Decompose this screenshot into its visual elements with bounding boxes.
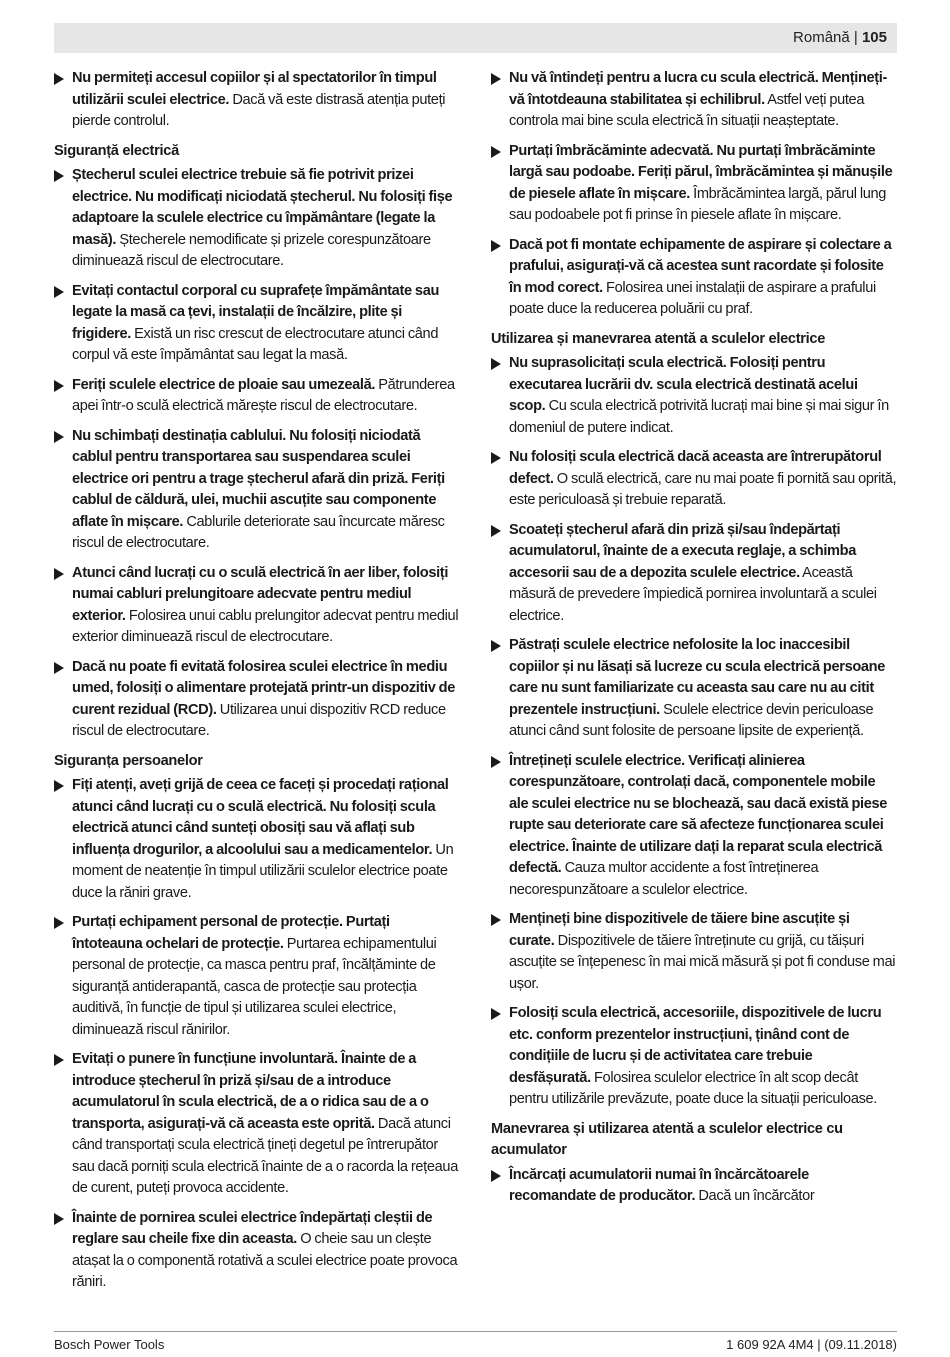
header-language: Română (793, 29, 850, 46)
item-instruction: Nu suprasolicitați scula electrică. Folosiți pentru executarea lucrării dv. scula electrică destinată acelui scop. (509, 355, 858, 414)
item-instruction: Dacă pot fi montate echipamente de aspirare și colectare a prafului, asigurați-vă că acestea sunt racordate și folosite în mod corect. (509, 236, 892, 296)
item-explanation: Îmbrăcămintea largă, părul lung sau podoabele pot fi prinse în piesele aflate în mișcare. (509, 185, 887, 223)
item-instruction: Mențineți bine dispozitivele de tăiere bine ascuțite și curate. (509, 911, 850, 949)
page-number: 105 (861, 29, 887, 46)
item-instruction: Nu permiteți accesul copiilor și al spectatorilor în timpul utilizării sculei electrice. (72, 70, 437, 108)
item-instruction: Înainte de pornirea sculei electrice îndepărtați cleștii de reglare sau cheile fixe din aceasta. (72, 1209, 433, 1247)
item-explanation: Dacă vă este distrasă atenția puteți pierde controlul. (72, 91, 446, 129)
bullet-arrow-icon (491, 1008, 501, 1020)
item-instruction: Fiți atenți, aveți grijă de ceea ce faceți și procedați rațional atunci când lucrați cu o sculă electrică. Nu folosiți scula electrică atunci când sunteți obosiți sau vă aflați sub influența drogurilor, a alcoolului sau a medicamentelor. (72, 777, 449, 858)
footer-brand: Bosch Power Tools (54, 1337, 165, 1352)
safety-item (54, 375, 462, 418)
safety-item (491, 141, 897, 227)
bullet-arrow-icon (54, 1054, 64, 1066)
item-explanation: O sculă electrică, care nu mai poate fi pornită sau oprită, este periculoasă și trebuie reparată. (509, 470, 897, 508)
item-explanation: Există un risc crescut de electrocutare atunci când corpul vă este împământat sau legat la masă. (72, 325, 439, 363)
safety-item (491, 1165, 897, 1208)
bullet-arrow-icon (491, 73, 501, 85)
bullet-arrow-icon (491, 358, 501, 370)
item-explanation: Utilizarea unui dispozitiv RCD reduce riscul de electrocutare. (72, 701, 446, 739)
item-explanation: Astfel veți putea controla mai bine scula electrică în situații neașteptate. (509, 91, 865, 129)
section-heading: Utilizarea și manevrarea atentă a sculelor electrice (491, 330, 826, 347)
item-instruction: Evitați o punere în funcțiune involuntară. Înainte de a introduce ștecherul în priză și/sau de a introduce acumulatorul în scula electrică, de a o ridica sau de a o transporta, asigurați-vă că aceasta este oprită. (72, 1051, 429, 1132)
item-instruction: Nu vă întindeți pentru a lucra cu scula electrică. Mențineți-vă întotdeauna stabilitatea și echilibrul. (509, 70, 888, 108)
bullet-arrow-icon (491, 146, 501, 158)
item-explanation: Folosirea unei instalații de aspirare a prafului poate duce la reducerea poluării cu praf. (509, 279, 876, 317)
item-instruction: Purtați echipament personal de protecție. Purtați întoteauna ochelari de protecție. (72, 914, 390, 952)
safety-item (54, 281, 462, 367)
safety-item (54, 1049, 462, 1200)
safety-item (491, 635, 897, 743)
item-explanation: Cu scula electrică potrivită lucrați mai bine și mai sigur în domeniul de putere indicat. (509, 398, 889, 436)
item-explanation: Ștecherele nemodificate și prizele corespunzătoare diminuează riscul de electrocutare. (72, 231, 431, 269)
safety-item (491, 1003, 897, 1111)
safety-item (54, 563, 462, 649)
safety-item (54, 165, 462, 273)
item-explanation: Dacă un încărcător (695, 1188, 815, 1204)
bullet-arrow-icon (54, 73, 64, 85)
item-instruction: Scoateți ștecherul afară din priză și/sau îndepărtați acumulatorul, înainte de a executa reglaje, a schimba accesorii sau de a depozita sculele electrice. (509, 521, 856, 581)
item-instruction: Nu folosiți scula electrică dacă aceasta are întrerupătorul defect. (509, 449, 882, 487)
section-heading: Siguranța persoanelor (54, 752, 203, 769)
item-instruction: Feriți sculele electrice de ploaie sau umezeală. (72, 376, 376, 393)
safety-item (54, 912, 462, 1041)
bullet-arrow-icon (491, 452, 501, 464)
safety-item (54, 775, 462, 904)
footer-divider (54, 1331, 897, 1332)
bullet-arrow-icon (491, 525, 501, 537)
bullet-arrow-icon (54, 286, 64, 298)
item-instruction: Ștecherul sculei electrice trebuie să fie potrivit prizei electrice. Nu modificați niciodată ștecherul. Nu folosiți fișe adaptoare la sculele electrice cu împământare (legate la masă). (72, 167, 453, 248)
bullet-arrow-icon (54, 431, 64, 443)
item-instruction: Întrețineți sculele electrice. Verificați alinierea corespunzătoare, controlați dacă, componentele mobile ale sculei electrice nu se blochează, sau dacă există piese rupte sau deteriorate care să afecteze funcționarea sculei electrice. Înainte de utilizare dați la reparat scula electrică defectă. (509, 752, 888, 876)
bullet-arrow-icon (54, 380, 64, 392)
safety-item (491, 520, 897, 628)
safety-item (491, 68, 897, 133)
bullet-arrow-icon (54, 780, 64, 792)
item-instruction: Dacă nu poate fi evitată folosirea sculei electrice în mediu umed, folosiți o alimentare protejată printr-un dispozitiv de curent rezidual (RCD). (72, 658, 456, 718)
safety-item (491, 751, 897, 902)
section-heading: Siguranță electrică (54, 142, 179, 159)
item-explanation: Cauza multor accidente a fost întreținerea necorespunzătoare a sculelor electrice. (509, 860, 819, 898)
safety-item (491, 909, 897, 995)
bullet-arrow-icon (54, 170, 64, 182)
section-heading: Manevrarea și utilizarea atentă a sculelor electrice cu acumulator (491, 1120, 843, 1158)
item-instruction: Păstrați sculele electrice nefolosite la loc inaccesibil copiilor și nu lăsați să lucreze cu scula electrică persoane care nu sunt familiarizate cu aceasta sau care nu au citit prezentele instrucțiuni. (509, 637, 886, 718)
header-separator: | (849, 29, 862, 46)
safety-item (54, 426, 462, 555)
item-explanation: Folosirea unui cablu prelungitor adecvat pentru mediul exterior diminuează riscul de electrocutare. (72, 607, 459, 645)
item-instruction: Nu schimbați destinația cablului. Nu folosiți niciodată cablul pentru transportarea sau suspendarea sculei electrice ori pentru a trage ștecherul afară din priză. Feriți cablul de căldură, ulei, muchii ascuțite sau componente aflate în mișcare. (72, 427, 445, 530)
item-instruction: Atunci când lucrați cu o sculă electrică în aer liber, folosiți numai cabluri prelungitoare adecvate pentru mediul exterior. (72, 564, 449, 624)
bullet-arrow-icon (491, 640, 501, 652)
item-explanation: Dispozitivele de tăiere întreținute cu grijă, cu tăișuri ascuțite se înțepenesc în mai mică măsură și pot fi conduse mai ușor. (509, 932, 896, 992)
safety-item (54, 68, 462, 133)
item-explanation: Un moment de neatenție în timpul utilizării sculelor electrice poate duce la răniri grave. (72, 841, 454, 901)
item-explanation: Dacă atunci când transportați scula electrică țineți degetul pe întrerupător sau dacă porniți scula electrică înainte de a o racorda la rețeaua de curent, puteți provoca accidente. (72, 1115, 458, 1196)
bullet-arrow-icon (54, 662, 64, 674)
item-instruction: Purtați îmbrăcăminte adecvată. Nu purtați îmbrăcăminte largă sau podoabe. Feriți părul, îmbrăcămintea și mănușile de piesele aflate în mișcare. (509, 142, 893, 202)
bullet-arrow-icon (491, 1170, 501, 1182)
safety-item (491, 447, 897, 512)
header-text (793, 29, 887, 46)
bullet-arrow-icon (491, 914, 501, 926)
item-explanation: Purtarea echipamentului personal de protecție, ca masca pentru praf, încălțăminte de siguranță antiderapantă, casca de protecție sau protecția auditivă, în funcție de tipul și utilizarea sculei electrice, diminuează riscul rănirilor. (72, 935, 437, 1038)
bullet-arrow-icon (54, 917, 64, 929)
item-explanation: Sculele electrice devin periculoase atunci când sunt folosite de persoane lipsite de experiență. (509, 701, 874, 739)
safety-item (54, 1208, 462, 1294)
safety-item (491, 235, 897, 321)
right-column (491, 68, 897, 1216)
item-explanation: Folosirea sculelor electrice în alt scop decât pentru utilizările prevăzute, poate duce la situații periculoase. (509, 1069, 878, 1107)
bullet-arrow-icon (491, 240, 501, 252)
bullet-arrow-icon (491, 756, 501, 768)
page-header (54, 23, 897, 53)
item-explanation: Pătrunderea apei într-o sculă electrică mărește riscul de electrocutare. (72, 376, 455, 414)
bullet-arrow-icon (54, 1213, 64, 1225)
safety-item (54, 657, 462, 743)
safety-item (491, 353, 897, 439)
item-instruction: Evitați contactul corporal cu suprafețe împământate sau legate la masă ca țevi, instalații de încălzire, plite și frigidere. (72, 282, 440, 342)
left-column (54, 68, 462, 1302)
item-instruction: Încărcați acumulatorii numai în încărcătoarele recomandate de producător. (509, 1166, 809, 1204)
item-explanation: Cablurile deteriorate sau încurcate măresc riscul de electrocutare. (72, 513, 445, 551)
item-instruction: Folosiți scula electrică, accesoriile, dispozitivele de lucru etc. conform prezentelor instrucțiuni, ținând cont de condițiile de lucru și de activitatea care trebuie desfășurată. (509, 1005, 882, 1086)
footer-docref: 1 609 92A 4M4 | (09.11.2018) (726, 1337, 897, 1352)
bullet-arrow-icon (54, 568, 64, 580)
item-explanation: O cheie sau un clește atașat la o componentă rotativă a sculei electrice poate provoca răniri. (72, 1231, 458, 1290)
item-explanation: Această măsură de prevedere împiedică pornirea involuntară a sculei electrice. (509, 564, 877, 624)
